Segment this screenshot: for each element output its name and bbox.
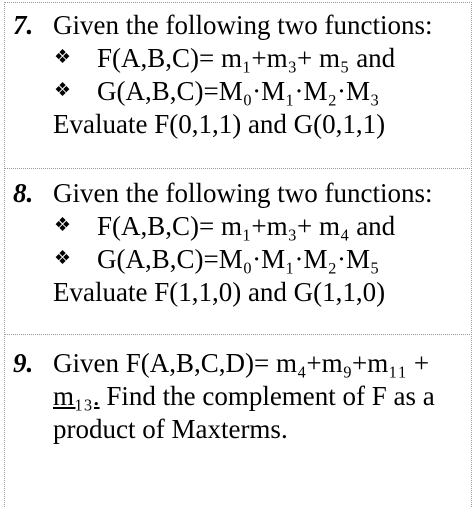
question-text-line-1: Given F(A,B,C,D)= m₄+m₉+m₁₁ +: [53, 348, 430, 378]
diamond-bullet-icon: ❖: [54, 80, 72, 101]
function-g-expression: G(A,B,C)=M₀·M₁·M₂·M₅: [97, 244, 380, 274]
question-number: 8.: [13, 178, 34, 208]
function-g-expression: G(A,B,C)=M₀·M₁·M₂·M₃: [97, 76, 380, 106]
evaluate-instruction: Evaluate F(0,1,1) and G(0,1,1): [53, 109, 386, 139]
question-number: 7.: [13, 10, 34, 40]
function-f-expression: F(A,B,C)= m₁+m₃+ m₅ and: [97, 43, 396, 73]
question-9-cell: [4, 335, 470, 506]
minterm-13: m₁₃.: [53, 381, 100, 411]
question-number: 9.: [13, 348, 34, 378]
question-7-cell: [4, 2, 470, 169]
diamond-bullet-icon: ❖: [54, 215, 72, 236]
question-8-cell: [4, 169, 470, 335]
question-text-line-2: [53, 381, 435, 411]
complement-instruction: Find the complement of F as a: [99, 381, 435, 411]
question-intro: Given the following two functions:: [53, 10, 433, 40]
evaluate-instruction: Evaluate F(1,1,0) and G(1,1,0): [53, 277, 386, 307]
function-f-expression: F(A,B,C)= m₁+m₃+ m₄ and: [97, 211, 396, 241]
question-intro: Given the following two functions:: [53, 178, 433, 208]
diamond-bullet-icon: ❖: [54, 248, 72, 269]
diamond-bullet-icon: ❖: [54, 47, 72, 68]
question-text-line-3: product of Maxterms.: [53, 414, 288, 444]
